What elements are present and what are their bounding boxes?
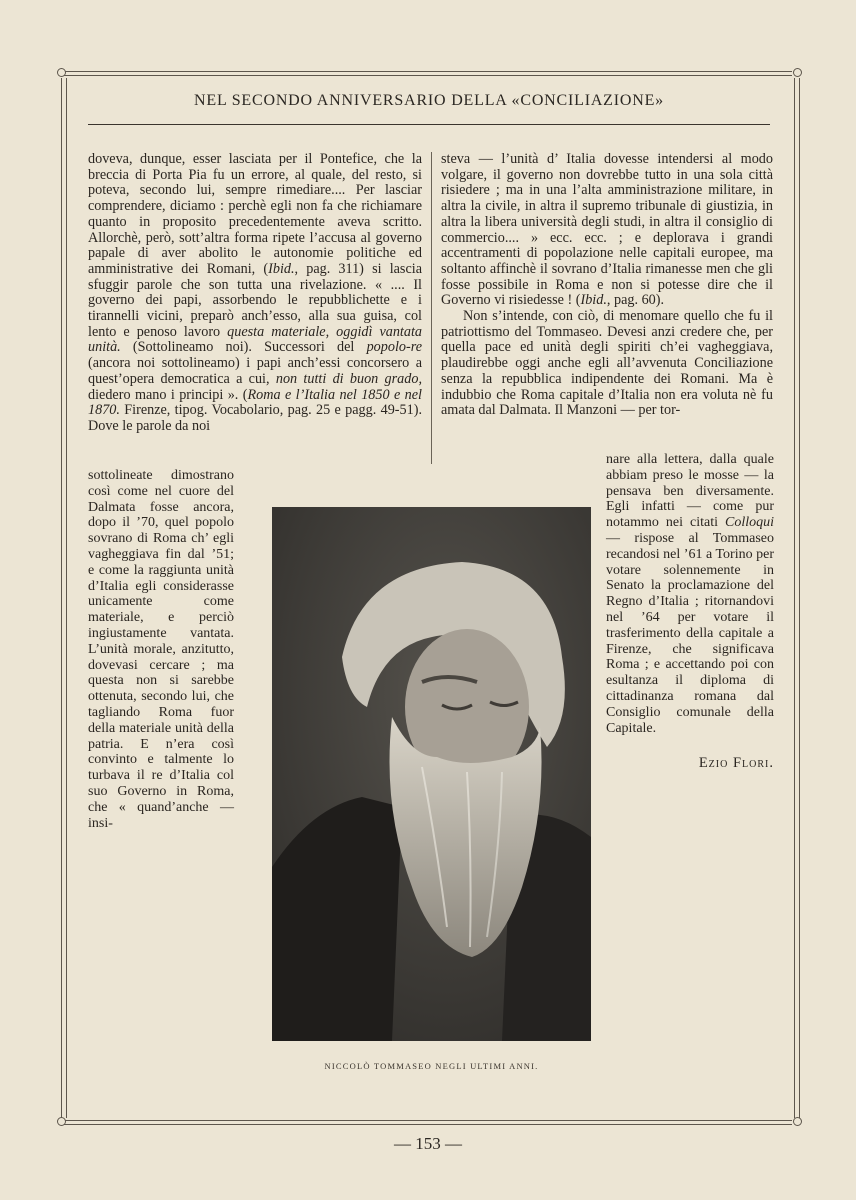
frame-bottom (64, 1120, 792, 1121)
frame-ornament-tl (57, 68, 66, 77)
frame-ornament-tr (793, 68, 802, 77)
right-paragraph-2: Non s’intende, con ciò, di menomare quello che fu il patriottismo del Tommaseo. Devesi anzi credere che, per quella pace ed unità degli spiriti ch’ei vagheggiava, plaudirebbe oggi anche egli all’avvenuta Conciliazione senza la repubblica indipendente dei Romani. Ma è indubbio che Roma capitale d’Italia non era voluta nè fu amata dal Dalmata. Il Manzoni — per tor- (441, 308, 773, 419)
page-number: — 153 — (394, 1134, 462, 1153)
frame-top (64, 71, 792, 72)
frame-top-inner (64, 75, 792, 76)
portrait-photo (272, 507, 591, 1041)
frame-bottom-inner (64, 1124, 792, 1125)
frame-right (794, 78, 795, 1118)
author-signature: Ezio Flori. (698, 755, 774, 772)
left-wrap-text (88, 468, 234, 831)
running-header: NEL SECONDO ANNIVERSARIO DELLA «CONCILIAZIONE» (194, 92, 664, 109)
left-paragraph: doveva, dunque, esser lasciata per il Pontefice, che la breccia di Porta Pia fu un errore, al quale, del resto, si poteva, secondo lui, sempre rimediare.... Per lasciar comprendere, diciamo : perchè egli non fa che richiamare quanto in proposito precedentemente aveva scritto. Allorchè, però, sott’altra forma ripete l’accusa al governo papale di aver abolito le autonomie politiche ed amministrative dei Romani, (Ibid., pag. 311) si lascia sfuggir parole che son tutta una rivelazione. « .... Il governo dei papi, assorbendo le repubblichette e i tirannelli vicini, preparò anch’esso, alla sua guisa, col lento e penoso lavoro questa materiale, oggidì vantata unità. (Sottolineamo noi). Successori del popolo-re (ancora noi sottolineamo) i papi anch’essi concorsero a quest’opera democratica a cui, non tutti di buon grado, diedero mano i principi ». (Roma e l’Italia nel 1850 e nel 1870. Firenze, tipog. Vocabolario, pag. 25 e pagg. 49-51). Dove le parole da noi (88, 151, 423, 434)
column-divider (431, 152, 432, 464)
frame-ornament-br (793, 1117, 802, 1126)
frame-right-inner (799, 78, 800, 1118)
right-wrap-text (606, 452, 774, 772)
portrait-illustration (272, 507, 591, 1041)
header-rule (88, 124, 770, 125)
right-column (441, 152, 773, 419)
left-wrap-paragraph: sottolineate dimostrano così come nel cuore del Dalmata fosse ancora, dopo il ’70, quel popolo sovrano di Roma ch’ egli vagheggiava fin dal ’51; e come la raggiunta unità d’Italia egli considerasse unicamente come materiale, e perciò ingiustamente vantata. L’unità morale, anzitutto, dovevasi cercare ; ma questa non si sarebbe ottenuta, secondo lui, che tagliando Roma fuor della materiale unità della patria. E n’era così convinto e talmente lo turbava il re d’Italia col suo Governo in Roma, che « quand’anche — insi- (88, 468, 234, 831)
photo-caption: NICCOLÒ TOMMASEO NEGLI ULTIMI ANNI. (324, 1061, 539, 1071)
left-column (88, 152, 422, 435)
right-wrap-paragraph: nare alla lettera, dalla quale abbiam preso le mosse — la pensava ben diversamente. Egli infatti — come pur notammo nei citati Colloqui — rispose al Tommaseo recandosi nel ’61 a Torino per votare solennemente in Senato la proclamazione del Regno d’Italia ; ritornandovi nel ’64 per votare il trasferimento della capitale a Firenze, che significava Roma ; e accettando poi con esultanza il diploma di cittadinanza romana dal Consiglio comunale della Capitale. (606, 452, 774, 736)
right-paragraph-1: steva — l’unità d’ Italia dovesse intendersi al modo volgare, il governo non dovrebbe tutto in una sola città risiedere ; ma in una l’alta amministrazione militare, in altra la civile, in altra il supremo tribunale di giustizia, in altra la libera università degli studi, in altra il consiglio di commercio.... » ecc. ecc. ; e deplorava i grandi accentramenti di popolazione nelle capitali europee, ma soltanto affinchè il sovrano d’Italia rimanesse men che gli fosse possibile in Roma e non si potesse dire che il Governo vi risiedesse ! (Ibid., pag. 60). (441, 151, 773, 309)
frame-left-inner (66, 78, 67, 1118)
frame-left (61, 78, 62, 1118)
frame-ornament-bl (57, 1117, 66, 1126)
